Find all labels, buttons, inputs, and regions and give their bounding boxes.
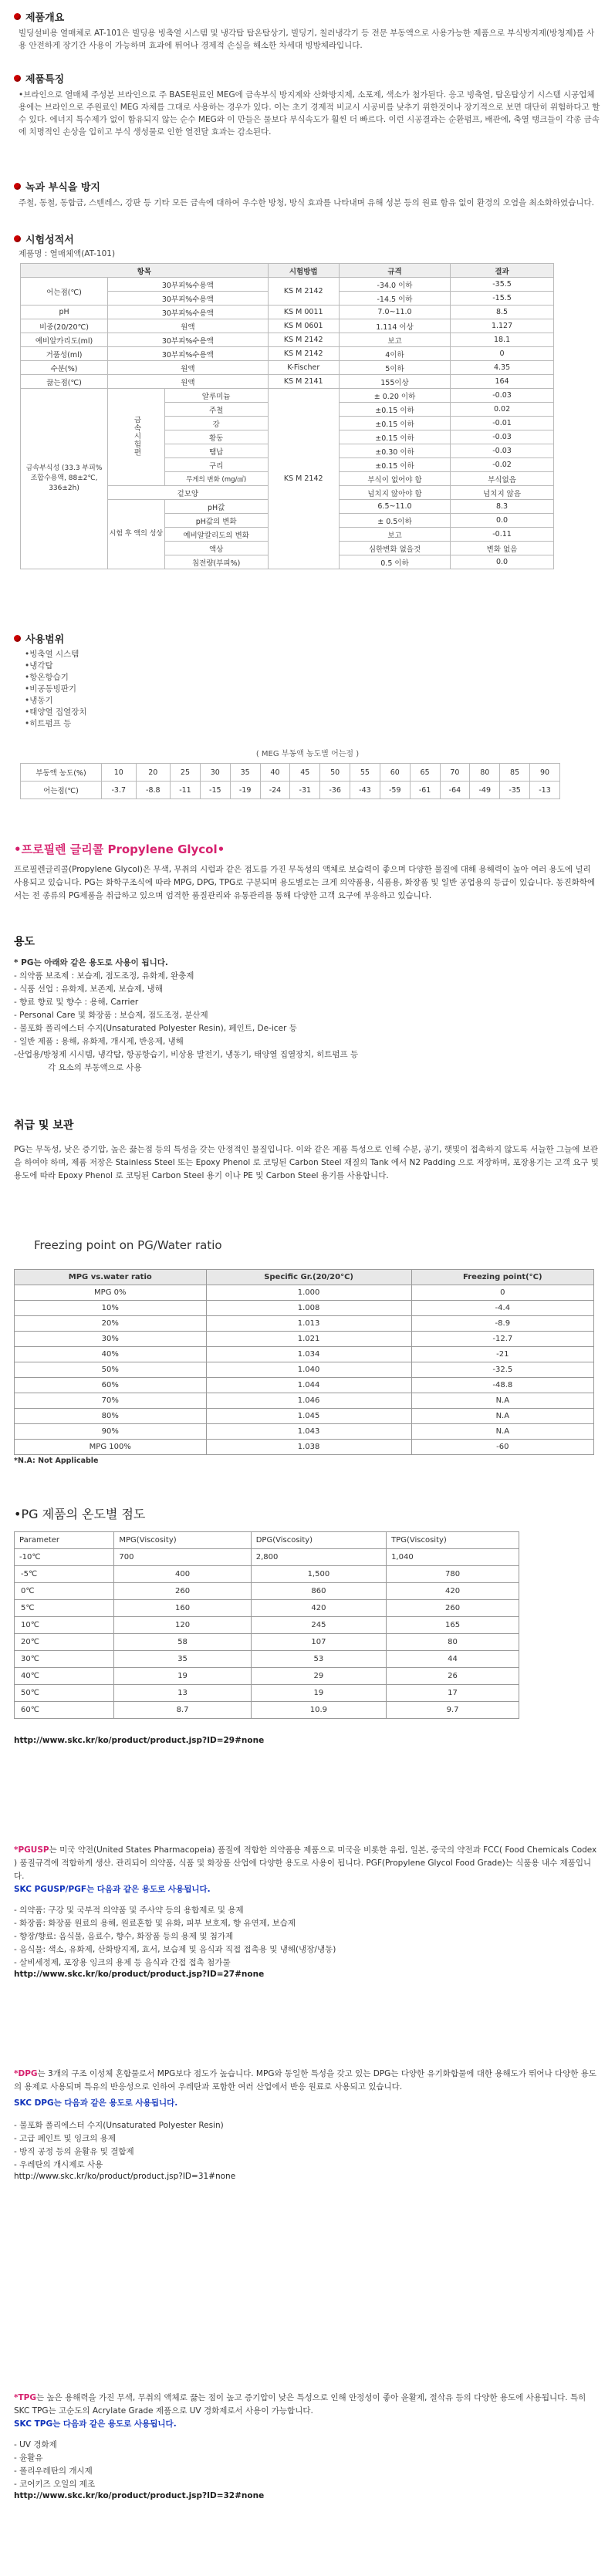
table-row bbox=[21, 569, 554, 583]
mbg-cell: -36 bbox=[320, 782, 350, 799]
list-item: -산업용/방청제 시시템, 냉각탑, 항공항습기, 비상용 발전기, 냉동기, 태양열 집열장치, 히트펌프 등 bbox=[14, 1050, 359, 1059]
handling-section bbox=[14, 1117, 601, 1183]
mbg-cell: -15 bbox=[200, 782, 230, 799]
bullet-icon bbox=[14, 183, 21, 190]
dpg-sub: SKC DPG는 다음과 같은 용도로 사용됩니다. bbox=[14, 2098, 178, 2108]
col-header: DPG(Viscosity) bbox=[251, 1532, 386, 1549]
table-row: 거품성(ml) 30부피%수용액 KS M 2142 4이하 0 bbox=[21, 347, 554, 361]
mbg-cell: 55 bbox=[350, 764, 380, 782]
table-row: 강 ±0.15 이하 -0.01 bbox=[21, 417, 554, 430]
visc-table bbox=[14, 1531, 519, 1719]
col-header: 시험방법 bbox=[268, 264, 339, 278]
list-item: * PG는 아래와 같은 용도로 사용이 됩니다. bbox=[14, 958, 168, 967]
dpg-link[interactable]: http://www.skc.kr/ko/product/product.jsp?ID=31#none bbox=[14, 2172, 236, 2181]
pgusp-link[interactable]: http://www.skc.kr/ko/product/product.jsp?ID=27#none bbox=[14, 1970, 265, 1979]
list-item: •항온항습기 bbox=[25, 673, 69, 682]
table-row: 수분(%) 원액 K-Fischer 5이하 4.35 bbox=[21, 361, 554, 375]
table-row: 어는점(℃) -3.7 -8.8 -11 -15 -19 -24 -31 -36 -43 -59 -61 -64 -49 -35 -13 bbox=[21, 782, 560, 799]
usage-list bbox=[25, 649, 601, 730]
mbg-cell: 35 bbox=[230, 764, 260, 782]
mbg-cell: 80 bbox=[470, 764, 500, 782]
table-row: 황동 ±0.15 이하 -0.03 bbox=[21, 430, 554, 444]
table-row: 침전량(부피%) 0.5 이하 0.0 bbox=[21, 555, 554, 569]
test-table bbox=[20, 263, 554, 582]
list-item: •냉각탑 bbox=[25, 661, 53, 670]
metal-group-label: 금속부식성 (33.3 부피% 조합수용액, 88±2℃, 336±2h) bbox=[21, 389, 108, 569]
overview-text: 빌딩설비용 열매체로 AT-101은 빌딩용 빙축열 시스템 및 냉각탑 탑온탑상기, 빌딩기, 칠러냉각기 등 전문 부동액으로 사용가능한 제품으로 부식방지제(방청제)를 사용 안전하게 장기간 사용이 가능하며 효과에 뛰어나 경제적 손실을 해소한 차세대 빙방체라입니다. bbox=[19, 29, 595, 50]
table-row: 90% 1.043 N.A bbox=[15, 1424, 594, 1440]
pg-title: •프로필렌 글리콜 Propylene Glycol• bbox=[14, 842, 225, 856]
list-item: •비공동빙판기 bbox=[25, 684, 77, 694]
tpg-section bbox=[14, 2392, 601, 2500]
table-row: 비중(20/20℃) 원액 KS M 0601 1.114 이상 1.127 bbox=[21, 319, 554, 333]
list-item: - 의약품 보조제 : 보습제, 점도조정, 유화제, 완충제 bbox=[14, 971, 194, 981]
pg-intro-text: 프로필렌글리콜(Propylene Glycol)은 무색, 무취의 시럽과 같은 점도를 가진 무독성의 액체로 보습력이 좋으며 다양한 물질에 대해 용해력이 높아 여러 용도에 널리 사용되고 있습니다. PG는 화학구조식에 따라 MPG, DPG, TPG로 구분되며 용도별로는 크게 의약품용, 식품용, 화장품 및 일반 공업용의 등급이 있습니다. 동진화학에서는 전 종류의 PG제품을 취급하고 있으며 엄격한 품질관리와 유통관리를 통해 다양한 고객 요구에 부응하고 있습니다. bbox=[14, 865, 596, 900]
list-item: - 우레탄의 개시제로 사용 bbox=[14, 2160, 103, 2169]
features-text: •브라인으로 열매체 주성분 브라인으로 주 BASE원료인 MEG에 금속부식 방지제와 산화방지제, 소포제, 색소가 첨가된다. 응고 빙축열, 탑온탑상기 시스템 시공업체 용에는 브라인으로 주원료인 MEG 자체를 그대로 사용하는 경우가 있다. 이는 초기 경제적 비교시 시공비를 낮추기 위한것이나 장기적으로 보면 대단히 위험하다고 할 수 있다. 에너지 특수제가 없이 함유되지 않는 순수 MEG와 이 만들은 물보다 부식속도가 훨씬 더 빠르다. 이런 시공결과는 순환펌프, 배관에, 축열 탱크들이 각종 금속에 치명적인 손상을 입히고 부식 생성물로 인한 열전달 효과는 감소된다. bbox=[19, 90, 600, 137]
bullet-icon bbox=[14, 13, 21, 20]
dpg-list bbox=[14, 2119, 601, 2172]
list-item: 각 요소의 부동액으로 사용 bbox=[48, 1063, 142, 1072]
overview-title: 제품개요 bbox=[25, 12, 65, 24]
list-item: - 불포화 폴리에스터 수지(Unsaturated Polyester Resin) bbox=[14, 2121, 224, 2130]
tpg-link[interactable]: http://www.skc.kr/ko/product/product.jsp?ID=32#none bbox=[14, 2491, 265, 2500]
col-header: 항목 bbox=[21, 264, 269, 278]
handling-text: PG는 무독성, 낮은 증기압, 높은 끓는점 등의 특성을 갖는 안정적인 물질입니다. 이와 같은 제품 특성으로 인해 수분, 공기, 햇빛이 접촉하지 않도록 서늘한 그늘에 보관을 하여야 하며, 제품 저장은 Stainless Steel 또는 Epoxy Phenol 로 코팅된 Carbon Steel 재질의 Tank 에서 N2 Padding 으로 저장하며, 포장용기는 고객 요구 및 용도에 따라 Epoxy Phenol 로 코팅된 Carbon Steel 용기 이나 PE 및 Carbon Steel 용기를 사용합니다. bbox=[14, 1145, 599, 1180]
usage2-list bbox=[14, 957, 601, 1075]
table-row: MPG 0% 1.000 0 bbox=[15, 1285, 594, 1301]
tpg-text: 는 높은 용해력을 가진 무색, 무취의 액체로 끓는 점이 높고 증기압이 낮은 특성으로 인해 안정성이 좋아 윤활제, 절삭유 등의 다양한 용도에 사용됩니다. 특히 SKC TPG는 고순도의 Acrylate Grade 제품으로 UV 경화제로서 사용이 가능합니다. bbox=[14, 2393, 586, 2416]
mbg-cell: -35 bbox=[500, 782, 530, 799]
table-row: 부동액 농도(%) 10 20 25 30 35 40 45 50 55 60 65 70 80 85 90 bbox=[21, 764, 560, 782]
freezing-footnote: *N.A: Not Applicable bbox=[14, 1457, 99, 1465]
list-item: - 음식물: 색소, 유화제, 산화방지제, 효서, 보습제 및 음식과 직접 접촉용 및 냉해(냉장/냉동) bbox=[14, 1945, 336, 1954]
table-row: 60℃ 8.7 10.9 9.7 bbox=[15, 1702, 519, 1719]
overview-section bbox=[14, 9, 601, 52]
test-product-name: 제품명 : 열매체액(AT-101) bbox=[19, 249, 116, 258]
list-item: •히트펌프 등 bbox=[25, 719, 72, 728]
mbg-cell: 20 bbox=[136, 764, 171, 782]
list-item: - UV 경화제 bbox=[14, 2440, 57, 2449]
mbg-cell: 60 bbox=[380, 764, 410, 782]
list-item: - 화장품: 화장품 원료의 용해, 원료혼합 및 유화, 피부 보호제, 향 유연제, 보습제 bbox=[14, 1919, 296, 1928]
list-item: •태양열 집열장치 bbox=[25, 707, 87, 717]
col-header: 결과 bbox=[451, 264, 554, 278]
table-row: 무게의 변화 (mg/㎠) 부식이 없어야 함 부식없음 bbox=[21, 472, 554, 486]
tpg-prefix: *TPG bbox=[14, 2393, 36, 2402]
dpg-section bbox=[14, 2068, 601, 2181]
table-row: 20% 1.013 -8.9 bbox=[15, 1316, 594, 1332]
table-row: 10℃ 120 245 165 bbox=[15, 1617, 519, 1634]
table-row: 5℃ 160 420 260 bbox=[15, 1600, 519, 1617]
list-item: - 향료 향료 및 향수 : 용해, Carrier bbox=[14, 998, 139, 1007]
bullet-icon bbox=[14, 75, 21, 82]
corrosion-title: 녹과 부식을 방지 bbox=[25, 182, 100, 194]
list-item: - Personal Care 및 화장품 : 보습제, 점도조정, 분산제 bbox=[14, 1011, 208, 1020]
table-row: 예비알칼리도의 변화 보고 -0.11 bbox=[21, 528, 554, 542]
pgusp-prefix: *PGUSP bbox=[14, 1845, 49, 1855]
list-item: - 윤활유 bbox=[14, 2453, 43, 2463]
mbg-cell: -49 bbox=[470, 782, 500, 799]
list-item: - 식품 선업 : 유화제, 보존제, 보습제, 냉해 bbox=[14, 984, 163, 994]
col-header: MPG(Viscosity) bbox=[114, 1532, 251, 1549]
table-row: 80% 1.045 N.A bbox=[15, 1409, 594, 1424]
table-row: 겉모양 넘치지 않아야 함 넘치지 않음 bbox=[21, 486, 554, 500]
table-row: 땜납 ±0.30 이하 -0.03 bbox=[21, 444, 554, 458]
mbg-cell: 10 bbox=[102, 764, 137, 782]
list-item: •냉동기 bbox=[25, 696, 53, 705]
test-title: 시험성적서 bbox=[25, 235, 74, 246]
table-row: MPG 100% 1.038 -60 bbox=[15, 1440, 594, 1455]
mbg-caption: ( MEG 부동액 농도별 어는점 ) bbox=[255, 750, 360, 758]
table-row: 50℃ 13 19 17 bbox=[15, 1685, 519, 1702]
features-section bbox=[14, 71, 601, 138]
table-row: 어는점(℃) 30부피%수용액 KS M 2142 -34.0 이하 -35.5 bbox=[21, 278, 554, 292]
freezing-table bbox=[14, 1269, 594, 1455]
col-header: Freezing point(°C) bbox=[411, 1270, 593, 1285]
mbg-section bbox=[14, 747, 601, 799]
bullet-icon bbox=[14, 235, 21, 242]
pgusp-text: 는 미국 약전(United States Pharmacopeia) 품질에 적합한 의약품용 제품으로 미국을 비롯한 유럽, 일본, 중국의 약전과 FCC( Food Chemicals Codex ) 품질규격에 적합하게 생산. 관리되어 의약품, 식품 및 화장품 산업에 다양한 용도로 사용이 됩니다. PGF(Propylene Glycol Food Grade)는 식품용 내수 제품입니다. bbox=[14, 1845, 597, 1881]
bullet-icon bbox=[14, 635, 21, 642]
tpg-sub: SKC TPG는 다음과 같은 용도로 사용됩니다. bbox=[14, 2419, 177, 2429]
mbg-cell: -13 bbox=[530, 782, 560, 799]
col-header: MPG vs.water ratio bbox=[15, 1270, 207, 1285]
table-row: 예비알카리도(ml) 30부피%수용액 KS M 2142 보고 18.1 bbox=[21, 333, 554, 347]
table-row: 시험 후 액의 성상 pH값 6.5~11.0 8.3 bbox=[21, 500, 554, 514]
visc-section bbox=[14, 1504, 601, 1745]
table-row: 60% 1.044 -48.8 bbox=[15, 1378, 594, 1393]
table-row: -10℃ 700 2,800 1,040 bbox=[15, 1549, 519, 1566]
corrosion-text: 주철, 동철, 동합금, 스텐레스, 강판 등 기타 모든 금속에 대하여 우수한 방청, 방식 효과를 나타내며 유해 성분 등의 원료 함유 없이 환경의 오염을 최소화하였습니다. bbox=[19, 198, 594, 208]
col-header: Parameter bbox=[15, 1532, 114, 1549]
features-title: 제품특징 bbox=[25, 74, 65, 86]
mbg-cell: 30 bbox=[200, 764, 230, 782]
dpg-prefix: *DPG bbox=[14, 2069, 38, 2078]
mbg-cell: -64 bbox=[440, 782, 470, 799]
pgusp-sub: SKC PGUSP/PGF는 다음과 같은 용도로 사용됩니다. bbox=[14, 1885, 211, 1894]
list-item: - 향장/향료: 음식물, 음료수, 향수, 화장품 등의 용제 및 첨가제 bbox=[14, 1932, 234, 1941]
table-row: 액상 심한변화 없을것 변화 없음 bbox=[21, 542, 554, 555]
freezing-title: Freezing point on PG/Water ratio bbox=[34, 1238, 222, 1252]
mbg-cell: -31 bbox=[290, 782, 320, 799]
mbg-cell: -3.7 bbox=[102, 782, 137, 799]
mbg-cell: -59 bbox=[380, 782, 410, 799]
list-item: - 폴리우레탄의 개시제 bbox=[14, 2466, 93, 2476]
visc-link[interactable]: http://www.skc.kr/ko/product/product.jsp?ID=29#none bbox=[14, 1736, 265, 1745]
mbg-cell: 45 bbox=[290, 764, 320, 782]
mbg-cell: -61 bbox=[410, 782, 440, 799]
table-row: 70% 1.046 N.A bbox=[15, 1393, 594, 1409]
mbg-cell: -11 bbox=[171, 782, 201, 799]
table-row: 주철 ±0.15 이하 0.02 bbox=[21, 403, 554, 417]
table-row: 10% 1.008 -4.4 bbox=[15, 1301, 594, 1316]
list-item: •빙축열 시스템 bbox=[25, 650, 79, 659]
col-header: TPG(Viscosity) bbox=[387, 1532, 519, 1549]
table-row: -5℃ 400 1,500 780 bbox=[15, 1566, 519, 1583]
mbg-cell: 50 bbox=[320, 764, 350, 782]
table-row: 끓는점(℃) 원액 KS M 2141 155이상 164 bbox=[21, 375, 554, 389]
mbg-cell: 85 bbox=[500, 764, 530, 782]
pgusp-list bbox=[14, 1904, 601, 1970]
table-row: 50% 1.040 -32.5 bbox=[15, 1362, 594, 1378]
table-row: 구리 ±0.15 이하 -0.02 bbox=[21, 458, 554, 472]
list-item: - 코어키즈 오일의 제조 bbox=[14, 2480, 96, 2489]
visc-title: •PG 제품의 온도별 점도 bbox=[14, 1507, 146, 1521]
corrosion-section bbox=[14, 179, 601, 209]
table-row: 20℃ 58 107 80 bbox=[15, 1634, 519, 1651]
usage-title: 사용범위 bbox=[25, 634, 65, 646]
table-row: pH 30부피%수용액 KS M 0011 7.0~11.0 8.5 bbox=[21, 306, 554, 319]
list-item: - 방직 공정 등의 윤활유 및 결합제 bbox=[14, 2147, 134, 2156]
mbg-cell: 70 bbox=[440, 764, 470, 782]
mbg-cell: 40 bbox=[260, 764, 290, 782]
freezing-section bbox=[14, 1238, 601, 1465]
list-item: - 일반 제품 : 용해, 유화제, 개시제, 반응제, 냉해 bbox=[14, 1037, 184, 1046]
table-row: 40% 1.034 -21 bbox=[15, 1347, 594, 1362]
col-header: 규격 bbox=[339, 264, 450, 278]
mbg-cell: -8.8 bbox=[136, 782, 171, 799]
list-item: - 살비세정제, 포장용 잉크의 용제 등 음식과 간접 접촉 첨가물 bbox=[14, 1958, 231, 1967]
table-row: pH값의 변화 ± 0.5이하 0.0 bbox=[21, 514, 554, 528]
dpg-text: 는 3개의 구조 이성체 혼합물로서 MPG보다 점도가 높습니다. MPG와 동일한 특성을 갖고 있는 DPG는 다양한 유기화합물에 대한 용해도가 뛰어나 다양한 용도의 용제로 사용되며 특유의 반응성으로 인하여 우레탄과 포함한 여러 산업에서 반응 원료로 사용되고 있습니다. bbox=[14, 2069, 597, 2092]
mbg-cell: 90 bbox=[530, 764, 560, 782]
mbg-cell: -24 bbox=[260, 782, 290, 799]
usage-section bbox=[14, 631, 601, 730]
tpg-list bbox=[14, 2439, 601, 2491]
mbg-cell: -43 bbox=[350, 782, 380, 799]
list-item: - 불포화 폴리에스터 수지(Unsaturated Polyester Resin), 페인트, De-icer 등 bbox=[14, 1024, 297, 1033]
table-row: 0℃ 260 860 420 bbox=[15, 1583, 519, 1600]
pgusp-section bbox=[14, 1844, 601, 1979]
usage2-title: 용도 bbox=[14, 936, 35, 948]
list-item: - 의약품: 구강 및 국부적 의약품 및 주사약 등의 용합제로 및 용제 bbox=[14, 1906, 244, 1915]
table-row: 40℃ 19 29 26 bbox=[15, 1668, 519, 1685]
mbg-cell: 65 bbox=[410, 764, 440, 782]
table-row: 30% 1.021 -12.7 bbox=[15, 1332, 594, 1347]
handling-title: 취급 및 보관 bbox=[14, 1119, 74, 1132]
mbg-table bbox=[20, 763, 560, 799]
mbg-cell: 25 bbox=[171, 764, 201, 782]
table-row: 30부피%수용액 -14.5 이하 -15.5 bbox=[21, 292, 554, 306]
usage2-section bbox=[14, 934, 601, 1075]
table-row: 금속부식성 (33.3 부피% 조합수용액, 88±2℃, 336±2h) 금속시험편 알루미늄 KS M 2142 ± 0.20 이하 -0.03 bbox=[21, 389, 554, 403]
list-item: - 고급 페인트 및 잉크의 용제 bbox=[14, 2134, 117, 2143]
test-section bbox=[14, 231, 601, 582]
col-header: Specific Gr.(20/20°C) bbox=[206, 1270, 411, 1285]
pg-intro-section bbox=[14, 841, 601, 903]
mbg-cell: -19 bbox=[230, 782, 260, 799]
table-row: 30℃ 35 53 44 bbox=[15, 1651, 519, 1668]
